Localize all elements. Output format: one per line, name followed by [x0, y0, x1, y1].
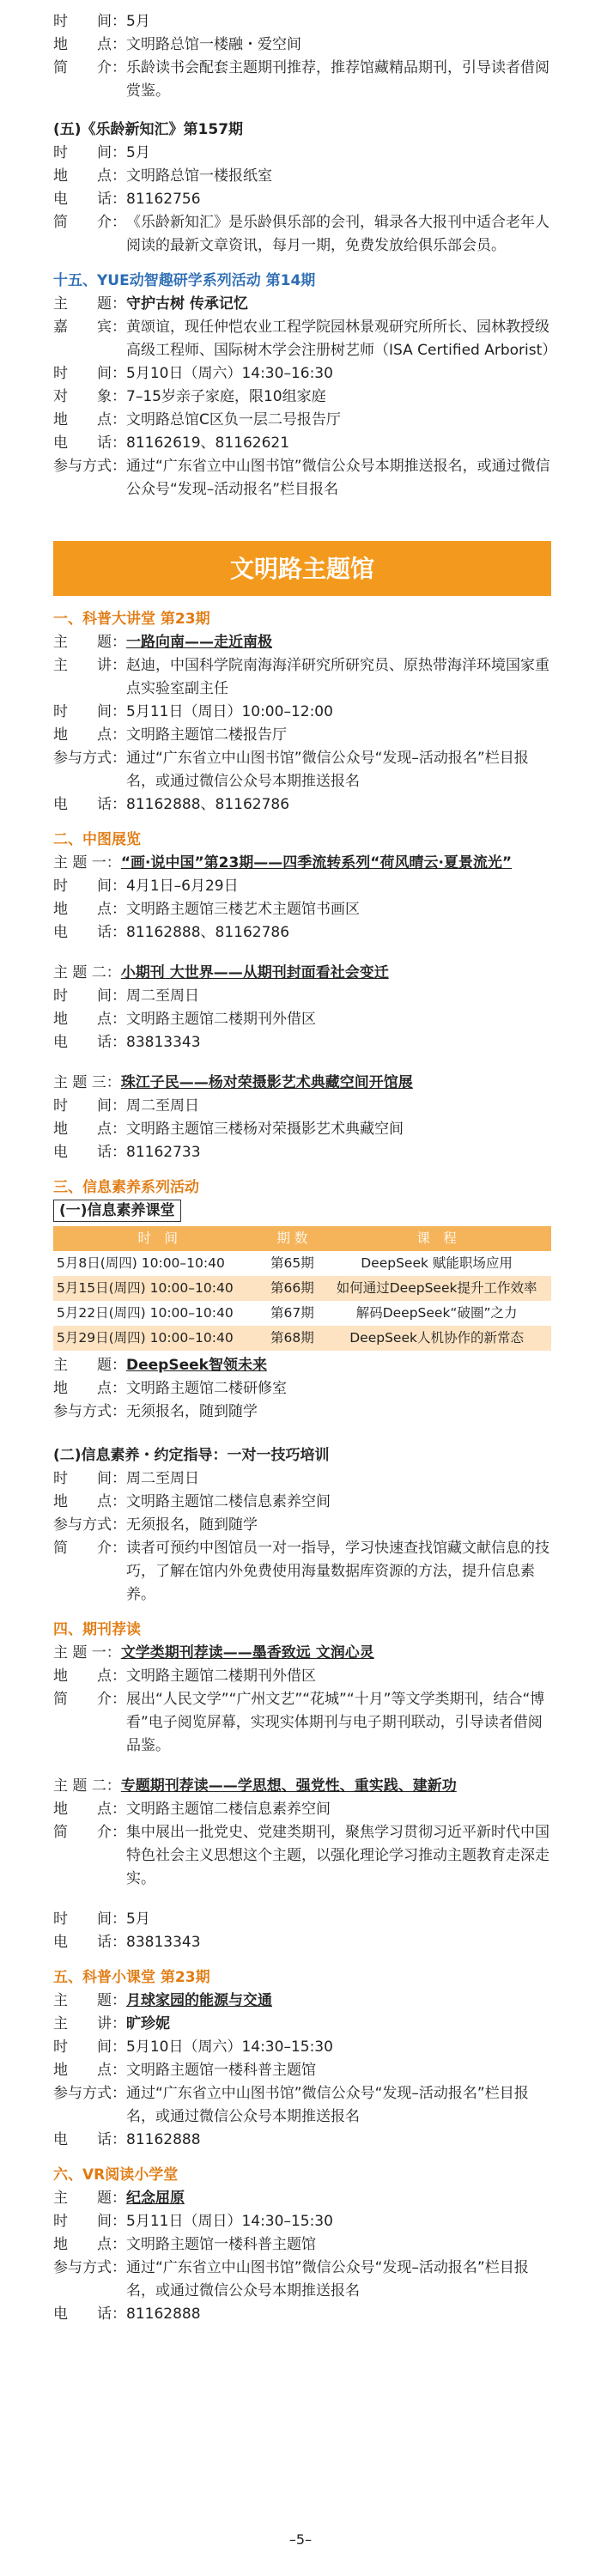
section-heading: 六、VR阅读小学堂 [53, 2166, 179, 2184]
value: 展出“人民文学”“广州文艺”“花城”“十月”等文学类期刊，结合“博看”电子阅览屏幕，实现实体期刊与电子期刊联动，引导读者借阅品鉴。 [126, 1691, 545, 1754]
value: 无须报名，随到随学 [126, 1403, 258, 1420]
value: 守护古树 传承记忆 [126, 295, 248, 313]
table-cell: 5月29日(周四) 10:00–10:40 [53, 1326, 263, 1351]
subsection-heading [53, 1200, 551, 1223]
info-row [53, 2059, 551, 2082]
value: 83813343 [126, 1934, 201, 1951]
info-row [53, 1400, 551, 1424]
value: 小期刊 大世界——从期刊封面看社会变迁 [120, 964, 389, 981]
label: 电 话： [53, 1144, 126, 1161]
column-header: 期 数 [263, 1226, 323, 1251]
table-cell: 5月8日(周四) 10:00–10:40 [53, 1251, 263, 1276]
value: 81162888、81162786 [126, 924, 290, 941]
column-header: 时 间 [53, 1226, 263, 1251]
label: 主 题 三： [53, 1074, 121, 1091]
value: 文明路主题馆二楼期刊外借区 [126, 1668, 316, 1685]
table-row [53, 1301, 551, 1326]
info-row [53, 316, 557, 362]
value: 通过“广东省立中山图书馆”微信公众号“发现–活动报名”栏目报名，或通过微信公众号本期推送报名 [126, 2085, 529, 2125]
value: 《乐龄新知汇》是乐龄俱乐部的会刊，辑录各大报刊中适合老年人阅读的最新文章资讯，每月一期，免费发放给俱乐部会员。 [126, 214, 549, 254]
value: 通过“广东省立中山图书馆”微信公众号“发现–活动报名”栏目报名，或通过微信公众号本期推送报名 [126, 750, 529, 790]
info-row [53, 142, 551, 165]
info-row [53, 188, 551, 211]
value: 集中展出一批党史、党建类期刊，聚焦学习贯彻习近平新时代中国特色社会主义思想这个主题，以强化理论学习推动主题教育走深走实。 [126, 1824, 549, 1887]
label: 主 题 一： [53, 854, 121, 872]
value: 5月10日（周六）14:30–15:30 [126, 2038, 333, 2056]
label: 主 讲： [53, 2015, 126, 2032]
value: 读者可预约中图馆员一对一指导，学习快速查找馆藏文献信息的技巧，了解在馆内外免费使用海量数据库资源的方法，提升信息素养。 [126, 1540, 549, 1603]
value: 81162888 [126, 2131, 201, 2148]
value: 4月1日–6月29日 [126, 878, 239, 895]
info-row [53, 724, 551, 747]
value: 5月10日（周六）14:30–16:30 [126, 365, 333, 382]
label: 时 间： [53, 365, 126, 382]
label: 参与方式： [53, 458, 126, 475]
label: 简 介： [53, 59, 126, 76]
value: 5月 [126, 13, 150, 30]
value: 文明路总馆一楼报纸室 [126, 167, 272, 185]
label: 电 话： [53, 191, 126, 208]
label: 简 介： [53, 214, 126, 231]
label: 参与方式： [53, 1516, 126, 1534]
info-row [53, 962, 551, 985]
label: 电 话： [53, 924, 126, 941]
info-row [53, 1775, 551, 1798]
info-row [53, 875, 551, 898]
info-row [53, 1688, 551, 1758]
label: 电 话： [53, 1934, 126, 1951]
table-row [53, 1251, 551, 1276]
value: 文明路总馆C区负一层二号报告厅 [126, 411, 341, 428]
section-heading: 五、科普小课堂 第23期 [53, 1969, 210, 1986]
info-row [53, 1008, 551, 1031]
info-row [53, 747, 551, 793]
value: 文明路主题馆二楼信息素养空间 [126, 1493, 331, 1510]
info-row [53, 409, 551, 432]
label: 时 间： [53, 987, 126, 1005]
label: 地 点： [53, 1011, 126, 1028]
label: 主 题： [53, 1357, 126, 1374]
label: 简 介： [53, 1540, 126, 1557]
label: 地 点： [53, 411, 126, 428]
section-heading: 三、信息素养系列活动 [53, 1179, 199, 1196]
info-row [53, 1031, 551, 1054]
table-cell: 解码DeepSeek“破圈”之力 [322, 1301, 551, 1326]
label: 电 话： [53, 1034, 126, 1051]
label: 简 介： [53, 1691, 126, 1708]
value: 周二至周日 [126, 1097, 199, 1115]
label: 参与方式： [53, 2259, 126, 2276]
value: 文明路主题馆二楼信息素养空间 [126, 1801, 331, 1818]
subsection-heading: (二)信息素养・约定指导：一对一技巧培训 [53, 1447, 330, 1464]
info-row [53, 2233, 551, 2257]
section-heading: 二、中图展览 [53, 831, 141, 848]
label: 时 间： [53, 13, 126, 30]
value: 无须报名，随到随学 [126, 1516, 258, 1534]
value: 通过“广东省立中山图书馆”微信公众号本期推送报名，或通过微信公众号“发现–活动报名”栏目报名 [126, 458, 550, 498]
section-heading: 一、科普大讲堂 第23期 [53, 611, 210, 628]
label: 对 象： [53, 388, 126, 405]
value: 81162888 [126, 2306, 201, 2323]
label: 地 点： [53, 726, 126, 744]
label: 时 间： [53, 1470, 126, 1487]
label: 地 点： [53, 1668, 126, 1685]
info-row [53, 1491, 551, 1514]
label: 电 话： [53, 434, 126, 452]
value: 一路向南——走近南极 [126, 634, 272, 651]
info-row [53, 1141, 551, 1164]
section-heading: (五)《乐龄新知汇》第157期 [53, 121, 244, 138]
info-row [53, 386, 551, 409]
label: 时 间： [53, 2038, 126, 2056]
info-row [53, 2257, 551, 2303]
info-row [53, 1095, 551, 1118]
value: 文明路主题馆一楼科普主题馆 [126, 2236, 316, 2253]
label: 主 题： [53, 2190, 126, 2207]
value: 文明路主题馆一楼科普主题馆 [126, 2062, 316, 2079]
value: 5月 [126, 1911, 150, 1928]
info-row [53, 1537, 551, 1607]
label: 电 话： [53, 796, 126, 813]
value: 珠江子民——杨对荣摄影艺术典藏空间开馆展 [120, 1074, 413, 1091]
value: 文明路总馆一楼融・爱空间 [126, 36, 301, 53]
table-cell: 5月15日(周四) 10:00–10:40 [53, 1276, 263, 1301]
label: 时 间： [53, 144, 126, 161]
label: 时 间： [53, 1097, 126, 1115]
table-row [53, 1326, 551, 1351]
info-row [53, 455, 551, 501]
label: 地 点： [53, 1380, 126, 1397]
info-row [53, 362, 551, 386]
value: 文学类期刊荐读——墨香致远 文润心灵 [120, 1644, 374, 1662]
label: 地 点： [53, 901, 126, 918]
value: 5月11日（周日）10:00–12:00 [126, 703, 333, 720]
label: 参与方式： [53, 2085, 126, 2102]
value: 81162733 [126, 1144, 201, 1161]
value: 7–15岁亲子家庭，限10组家庭 [126, 388, 326, 405]
banner: 文明路主题馆 [53, 541, 551, 596]
info-row [53, 432, 551, 455]
label: 主 题 二： [53, 1777, 121, 1795]
label: 地 点： [53, 167, 126, 185]
info-row [53, 1642, 551, 1665]
section-heading: 四、期刊荐读 [53, 1621, 141, 1638]
info-row [53, 1354, 551, 1377]
info-row [53, 631, 551, 654]
label: 参与方式： [53, 1403, 126, 1420]
info-row [53, 852, 551, 875]
info-row [53, 1821, 551, 1891]
label: 主 题 一： [53, 1644, 121, 1662]
info-row [53, 2303, 551, 2326]
label: 地 点： [53, 1493, 126, 1510]
value: 83813343 [126, 1034, 201, 1051]
value: 专题期刊荐读——学思想、强党性、重实践、建新功 [120, 1777, 457, 1795]
value: 月球家园的能源与交通 [126, 1992, 272, 2009]
value: 通过“广东省立中山图书馆”微信公众号“发现–活动报名”栏目报名，或通过微信公众号本期推送报名 [126, 2259, 529, 2300]
info-row [53, 1990, 551, 2013]
info-row [53, 57, 551, 103]
table-cell: DeepSeek人机协作的新常态 [322, 1326, 551, 1351]
info-row [53, 1467, 551, 1491]
label: 嘉 宾： [53, 319, 126, 336]
info-row [53, 898, 551, 921]
info-row [53, 1514, 551, 1537]
table-cell: 第67期 [263, 1301, 323, 1326]
value: 乐龄读书会配套主题期刊推荐，推荐馆藏精品期刊，引导读者借阅赏鉴。 [126, 59, 549, 100]
value: 旷珍妮 [126, 2015, 170, 2032]
label: 地 点： [53, 2062, 126, 2079]
info-row [53, 701, 551, 724]
value: 文明路主题馆二楼期刊外借区 [126, 1011, 316, 1028]
value: 文明路主题馆二楼研修室 [126, 1380, 287, 1397]
value: 81162756 [126, 191, 201, 208]
label: 地 点： [53, 1801, 126, 1818]
value: 文明路主题馆三楼杨对荣摄影艺术典藏空间 [126, 1121, 404, 1138]
table-row [53, 1276, 551, 1301]
info-row [53, 1665, 551, 1688]
info-row [53, 293, 551, 316]
label: 地 点： [53, 36, 126, 53]
schedule-table [53, 1226, 551, 1351]
label: 简 介： [53, 1824, 126, 1841]
info-row [53, 211, 551, 258]
value: 5月 [126, 144, 150, 161]
section-heading: 十五、YUE动智趣研学系列活动 第14期 [53, 272, 316, 289]
info-row [53, 2036, 551, 2059]
value: 文明路主题馆二楼报告厅 [126, 726, 287, 744]
info-row [53, 921, 551, 945]
table-header-row [53, 1226, 551, 1251]
info-row [53, 2210, 551, 2233]
table-cell: 第66期 [263, 1276, 323, 1301]
info-row [53, 985, 551, 1008]
page-number: –5– [288, 2531, 313, 2548]
info-row [53, 1908, 551, 1931]
value: 黄颂谊，现任仲恺农业工程学院园林景观研究所所长、园林教授级高级工程师、国际树木学会注册树艺师（ISA Certified Arborist） [126, 319, 557, 359]
label: 主 题： [53, 295, 126, 313]
value: 81162888、81162786 [126, 796, 290, 813]
label: 时 间： [53, 1911, 126, 1928]
boxed-title: (一)信息素养课堂 [53, 1200, 181, 1222]
label: 时 间： [53, 878, 126, 895]
info-row [53, 2013, 551, 2036]
label: 地 点： [53, 2236, 126, 2253]
value: 周二至周日 [126, 987, 199, 1005]
label: 时 间： [53, 2213, 126, 2230]
value: 文明路主题馆三楼艺术主题馆书画区 [126, 901, 360, 918]
label: 电 话： [53, 2306, 126, 2323]
label: 主 题： [53, 634, 126, 651]
value: “画·说中国”第23期——四季流转系列“荷风晴云·夏景流光” [120, 854, 513, 872]
table-cell: 第65期 [263, 1251, 323, 1276]
table-cell: 第68期 [263, 1326, 323, 1351]
info-row [53, 1072, 551, 1095]
info-row [53, 2187, 551, 2210]
info-row [53, 1931, 551, 1954]
table-cell: DeepSeek 赋能职场应用 [322, 1251, 551, 1276]
value: 赵迪，中国科学院南海海洋研究所研究员、原热带海洋环境国家重点实验室副主任 [126, 657, 549, 697]
column-header: 课 程 [322, 1226, 551, 1251]
info-row [53, 1377, 551, 1400]
table-cell: 如何通过DeepSeek提升工作效率 [322, 1276, 551, 1301]
label: 参与方式： [53, 750, 126, 767]
value: DeepSeek智领未来 [126, 1357, 267, 1374]
info-row [53, 2129, 551, 2152]
label: 主 讲： [53, 657, 126, 674]
value: 81162619、81162621 [126, 434, 290, 452]
info-row [53, 654, 551, 701]
info-row [53, 1118, 551, 1141]
info-row [53, 793, 551, 817]
label: 主 题 二： [53, 964, 121, 981]
table-cell: 5月22日(周四) 10:00–10:40 [53, 1301, 263, 1326]
value: 纪念屈原 [126, 2190, 185, 2207]
label: 主 题： [53, 1992, 126, 2009]
label: 电 话： [53, 2131, 126, 2148]
info-row [53, 10, 551, 33]
value: 周二至周日 [126, 1470, 199, 1487]
label: 地 点： [53, 1121, 126, 1138]
info-row [53, 165, 551, 188]
info-row [53, 1798, 551, 1821]
label: 时 间： [53, 703, 126, 720]
info-row [53, 33, 551, 57]
value: 5月11日（周日）14:30–15:30 [126, 2213, 333, 2230]
info-row [53, 2082, 551, 2129]
